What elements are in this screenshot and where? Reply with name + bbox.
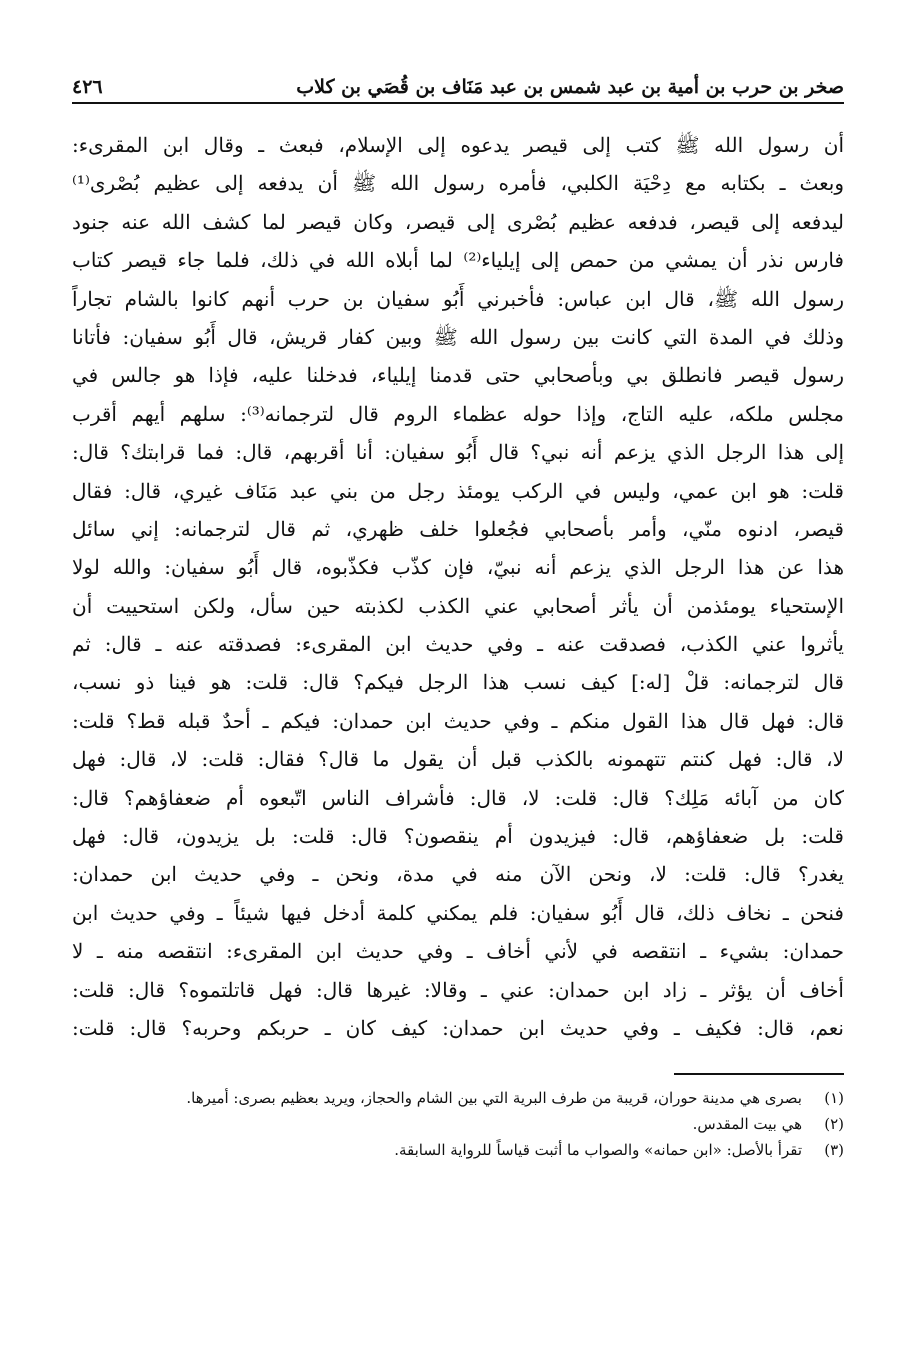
footnote-separator xyxy=(674,1073,844,1075)
text-line: حمدان: بشيء ـ انتقصه في لأني أخاف ـ وفي حديث ابن المقرىء: انتقصه منه ـ لا xyxy=(72,939,844,964)
text-line: قلت: هو ابن عمي، وليس في الركب يومئذ رجل من بني عبد مَنَاف غيري، قال: فقال xyxy=(72,478,844,503)
header-rule xyxy=(72,102,844,104)
text-line: نعم، قال: فكيف ـ وفي حديث ابن حمدان: كيف كان ـ حربكم وحربه؟ قال: قلت: xyxy=(72,1015,844,1040)
text-line: إلى هذا الرجل الذي يزعم أنه نبي؟ قال أَبُو سفيان: أنا أقربهم، قال: فما قرابتك؟ قال: xyxy=(72,440,844,465)
text-line: فارس نذر أن يمشي من حمص إلى إيلياء⁽²⁾ لما أبلاه الله في ذلك، فلما جاء قيصر كتاب xyxy=(72,248,844,273)
text-line: رسول قيصر فانطلق بي وبأصحابي حتى قدمنا إيلياء، فدخلنا عليه، فإذا هو جالس في xyxy=(72,363,844,388)
text-line: يأثروا عني الكذب، فصدقت عنه ـ وفي حديث ابن المقرىء: فصدقته عنه ـ قال: ثم xyxy=(72,632,844,657)
text-line: الإستحياء يومئذمن أن يأثر أصحابي عني الكذب لكذبته حين سأل، ولكن استحييت أن xyxy=(72,593,844,618)
footnotes xyxy=(72,1085,844,1163)
footnote xyxy=(72,1085,844,1111)
footnote xyxy=(72,1137,844,1163)
text-line: وذلك في المدة التي كانت بين رسول الله ﷺ وبين كفار قريش، قال أَبُو سفيان: فأتانا xyxy=(72,324,844,349)
text-line: رسول الله ﷺ، قال ابن عباس: فأخبرني أَبُو سفيان بن حرب أنهم كانوا بالشام تجاراً xyxy=(72,286,844,311)
text-line: مجلس ملكه، عليه التاج، وإذا حوله عظماء الروم قال لترجمانه⁽³⁾: سلهم أيهم أقرب xyxy=(72,401,844,426)
text-line: وبعث ـ بكتابه مع دِحْيَة الكلبي، فأمره رسول الله ﷺ أن يدفعه إلى عظيم بُصْرى⁽¹⁾ xyxy=(72,171,844,196)
text-line: هذا عن هذا الرجل الذي يزعم أنه نبيّ، فإن كذّب فكذّبوه، قال أَبُو سفيان: والله لولا xyxy=(72,555,844,580)
text-line: قيصر، ادنوه منّي، وأمر بأصحابي فجُعلوا خلف ظهري، ثم قال لترجمانه: إني سائل xyxy=(72,516,844,541)
body-text xyxy=(72,126,844,1047)
footnote-text: تقرأ بالأصل: «ابن حمانه» والصواب ما أثبت قياساً للرواية السابقة. xyxy=(394,1141,802,1160)
page-header xyxy=(72,58,844,98)
footnote-text: هي بيت المقدس. xyxy=(692,1115,802,1134)
text-line: يغدر؟ قال: قلت: لا، ونحن الآن منه في مدة، ونحن ـ وفي حديث ابن حمدان: xyxy=(72,862,844,887)
page-number: ٤٢٦ xyxy=(72,76,103,98)
text-line: قال لترجمانه: قلْ [له:] كيف نسب هذا الرجل فيكم؟ قال: قلت: هو فينا ذو نسب، xyxy=(72,670,844,695)
text-line: فنحن ـ نخاف ذلك، قال أَبُو سفيان: فلم يمكني كلمة أدخل فيها شيئاً ـ وفي حديث ابن xyxy=(72,900,844,925)
text-line: أخاف أن يؤثر ـ زاد ابن حمدان: عني ـ وقالا: غيرها قال: فهل قاتلتموه؟ قال: قلت: xyxy=(72,977,844,1002)
text-line: قلت: بل ضعفاؤهم، قال: فيزيدون أم ينقصون؟ قال: قلت: بل يزيدون، قال: فهل xyxy=(72,824,844,849)
footnote-number: (١) xyxy=(824,1089,844,1108)
text-line: أن رسول الله ﷺ كتب إلى قيصر يدعوه إلى الإسلام، فبعث ـ وقال ابن المقرىء: xyxy=(72,133,844,157)
footnote-number: (٢) xyxy=(824,1115,844,1134)
text-line: ليدفعه إلى قيصر، فدفعه عظيم بُصْرى إلى قيصر، وكان قيصر لما كشف الله عنه جنود xyxy=(72,209,844,234)
text-line: قال: فهل قال هذا القول منكم ـ وفي حديث ابن حمدان: فيكم ـ أحدٌ قبله قط؟ قلت: xyxy=(72,708,844,733)
footnote xyxy=(72,1111,844,1137)
footnote-text: بصرى هي مدينة حوران، قريبة من طرف البرية التي بين الشام والحجاز، ويريد بعظيم بصرى: أميرها. xyxy=(186,1089,802,1108)
running-title: صخر بن حرب بن أمية بن عبد شمس بن عبد مَنَاف بن قُصَي بن كلاب xyxy=(296,76,844,98)
footnote-number: (٣) xyxy=(824,1141,844,1160)
text-line: كان من آبائه مَلِك؟ قال: قلت: لا، قال: فأشراف الناس اتّبعوه أم ضعفاؤهم؟ قال: xyxy=(72,785,844,810)
book-page xyxy=(72,58,844,1163)
text-line: لا، قال: فهل كنتم تتهمونه بالكذب قبل أن يقول ما قال؟ فقال: قلت: لا، قال: فهل xyxy=(72,747,844,772)
